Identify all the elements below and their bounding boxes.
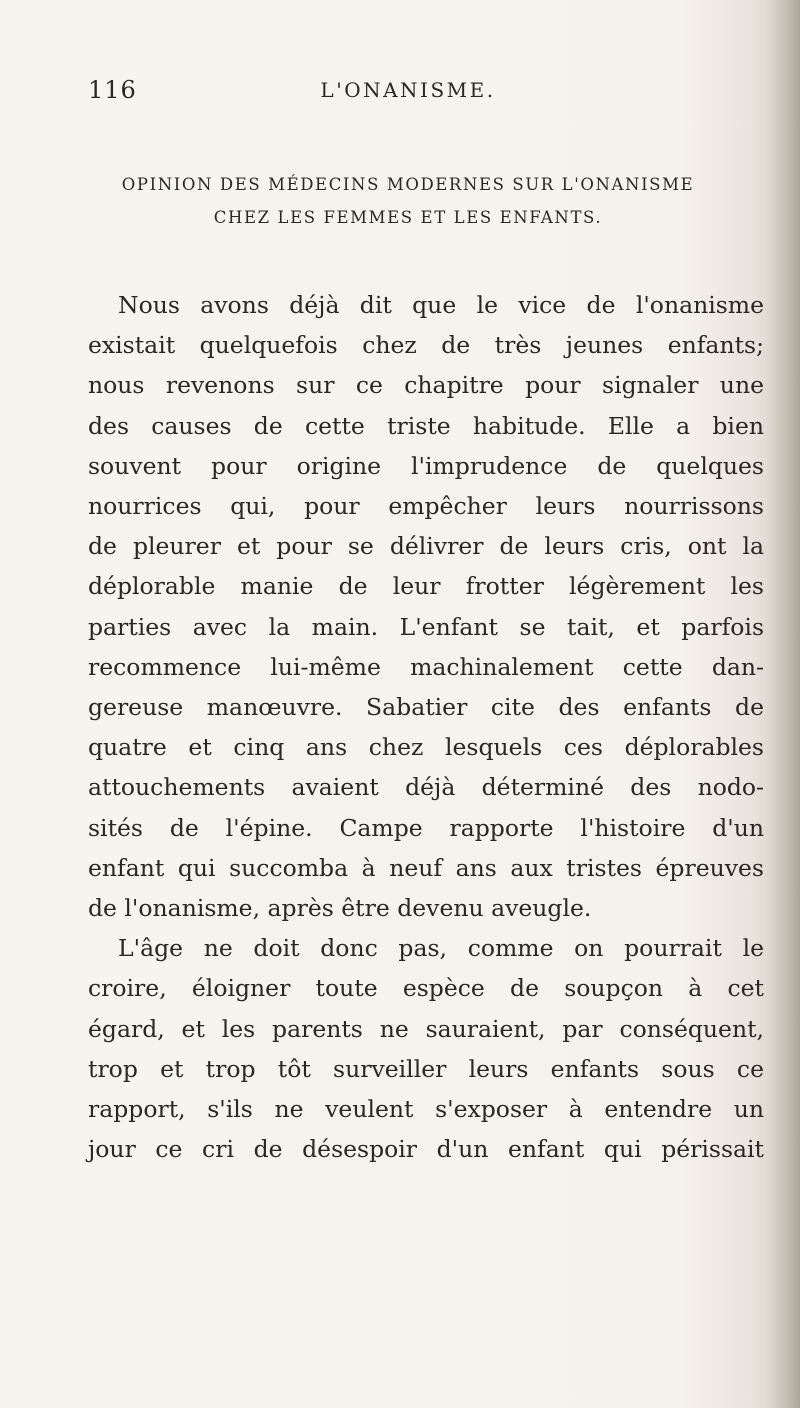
text-line: des causes de cette triste habitude. Elle a bien (88, 411, 764, 440)
section-title-line-2: CHEZ LES FEMMES ET LES ENFANTS. (213, 208, 603, 227)
page-number: 116 (88, 76, 137, 104)
text-line: de pleurer et pour se délivrer de leurs cris, ont la (88, 532, 764, 561)
text-line: parties avec la main. L'enfant se tait, et parfois (88, 612, 764, 641)
text-line: rapport, s'ils ne veulent s'exposer à entendre un (88, 1095, 764, 1124)
text-line: attouchements avaient déjà déterminé des nodo- (88, 773, 764, 802)
text-line: souvent pour origine l'imprudence de quelques (88, 451, 764, 480)
text-line: de l'onanisme, après être devenu aveugle. (88, 894, 592, 923)
body-text (88, 285, 764, 1169)
page-header (88, 76, 728, 116)
text-line: sités de l'épine. Campe rapporte l'histoire d'un (88, 813, 764, 842)
text-line: croire, éloigner toute espèce de soupçon à cet (88, 974, 764, 1003)
text-line: existait quelquefois chez de très jeunes enfants; (88, 331, 764, 360)
text-line: Nous avons déjà dit que le vice de l'onanisme (118, 291, 764, 319)
text-line: jour ce cri de désespoir d'un enfant qui périssait (88, 1135, 764, 1164)
text-line: égard, et les parents ne sauraient, par conséquent, (88, 1014, 764, 1043)
text-line: nourrices qui, pour empêcher leurs nourrissons (88, 492, 764, 521)
text-line: L'âge ne doit donc pas, comme on pourrait le (118, 934, 764, 963)
page-edge-shadow (766, 0, 800, 1408)
text-line: déplorable manie de leur frotter légèrement les (88, 572, 764, 601)
text-line: quatre et cinq ans chez lesquels ces déplorables (88, 733, 764, 762)
text-line: nous revenons sur ce chapitre pour signaler une (88, 371, 764, 400)
text-line: trop et trop tôt surveiller leurs enfants sous ce (88, 1054, 764, 1083)
running-head: L'ONANISME. (320, 78, 496, 102)
text-line: recommence lui-même machinalement cette dan- (88, 652, 764, 681)
text-line: enfant qui succomba à neuf ans aux tristes épreuves (88, 853, 764, 882)
section-title (88, 168, 728, 234)
text-line: gereuse manœuvre. Sabatier cite des enfants de (88, 693, 764, 722)
section-title-line-1: OPINION DES MÉDECINS MODERNES SUR L'ONANISME (121, 175, 695, 194)
